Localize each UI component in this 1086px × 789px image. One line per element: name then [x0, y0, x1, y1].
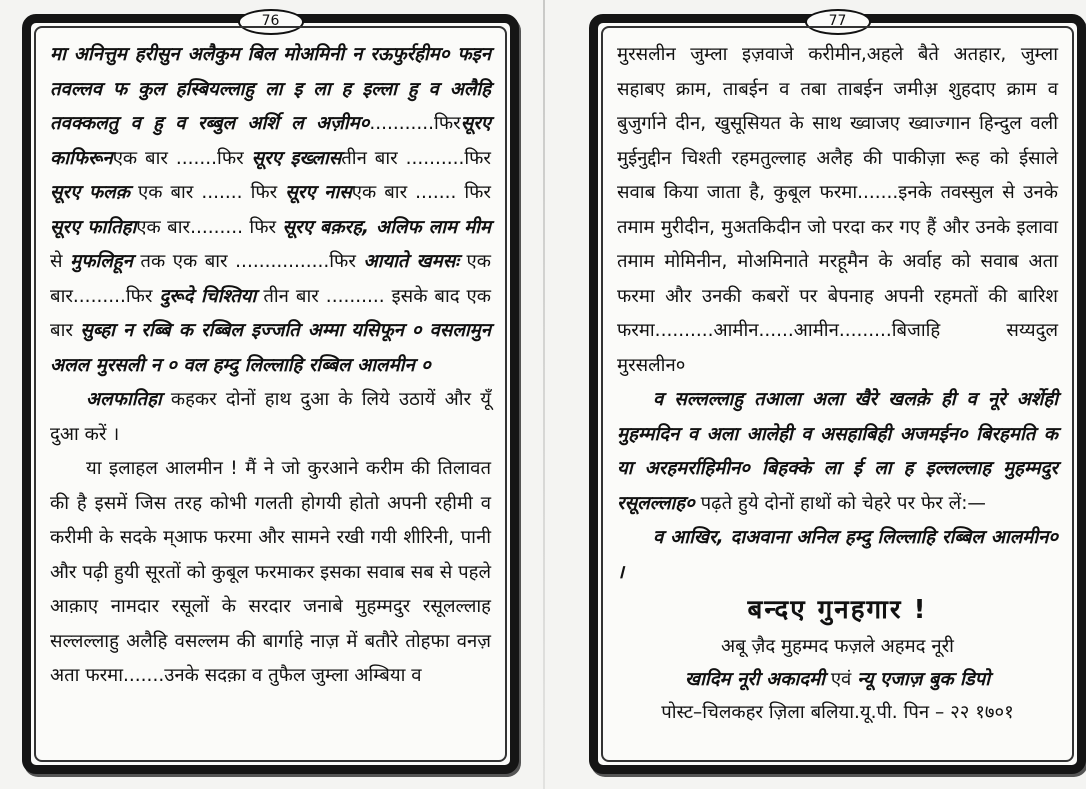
page-number-left: 76	[238, 9, 304, 35]
surah-name: आयाते खमसः	[363, 251, 459, 272]
surah-name: मुफलिहून	[70, 251, 133, 272]
right-paragraph-1: मुरसलीन जुम्ला इज़वाजे करीमीन,अहले बैते अतहार, जुम्ला सहाबए क्राम, ताबईन व तबा ताबईन जमीअ़ शुहदाए क्राम व बुजुर्गाने दीन, खुसूसियत के साथ ख्वाजए ख्वाज्गान हिन्दुल वली मुईनुद्दीन चिश्ती रहमतुल्लाह अलैह की पाकीज़ा रूह को ईसाले सवाब किया जाता है, कुबूल फरमा.......इनके तवस्सुल से उनके तमाम मुरीदीन, मुअतकिदीन जो परदा कर गए हैं और उनके इलावा तमाम मोमिनीन, मोअमिनाते मरहूमैन के अर्वाह को सवाब अता फरमा और उनकी कबरों पर बेपनाह अपनी रहमतों की बारिश फरमा..........आमीन......आमीन.........बिजाहि सय्यदुल मुरसलीन०	[617, 44, 1058, 376]
text-run: एक बार .......फिर	[112, 147, 244, 169]
surah-name: सूरए नास	[285, 182, 352, 203]
organization-line	[617, 663, 1058, 696]
text-run: तक एक बार ................फिर	[140, 251, 356, 272]
text-run: पढ़ते हुये दोनों हाथों को चेहरे पर फेर लें:—	[700, 492, 986, 514]
organization-name: खादिम नूरी अकादमी	[685, 669, 825, 690]
right-paragraph-3	[617, 521, 1058, 590]
verse-text: व आखिर, दाअवाना अनिल हम्दु लिल्लाहि रब्बिल आलमीन० ।	[617, 527, 1058, 583]
left-paragraph-1	[50, 38, 491, 383]
text-run: तीन बार .......... इसके बाद एक बार	[50, 285, 491, 341]
page-number-right: 77	[805, 9, 871, 35]
text-run: तीन बार ..........फिर	[341, 147, 492, 169]
text-run: से	[50, 251, 63, 272]
text-run: कहकर दोनों हाथ दुआ के लिये उठायें और यूँ दुआ करें ।	[50, 389, 491, 445]
postal-address: पोस्ट–चिलकहर ज़िला बलिया.यू.पी. पिन – २२ १७०१	[661, 702, 1014, 723]
book-gutter	[543, 0, 545, 789]
left-page	[22, 14, 519, 774]
signature-title: बन्दए गुनहगार !	[747, 595, 928, 625]
verse-text: मा अनित्तुम हरीसुन अलैकुम बिल मोअमिनी न रऊफुर्रहीम० फइन तवल्लव फ कुल हस्बियल्लाहु ला इ ला ह इल्ला हु व अलैहि तवक्कलतु व हु व रब्बुल अर्शि ल अज़ीम०	[50, 44, 491, 134]
surah-name: सूरए काफिरून	[50, 113, 491, 169]
surah-name: सूरए फातिहा	[50, 216, 137, 238]
left-page-body	[34, 26, 507, 762]
left-paragraph-2	[50, 383, 491, 452]
verse-text: सुब्हा न रब्बि क रब्बिल इज्जति अम्मा यसिफून ० वसलामुन अलल मुरसली न ० वल हम्दु लिल्लाहि रब्बिल आलमीन ०	[50, 320, 491, 376]
right-page	[589, 14, 1086, 774]
text-run: ...........फिर	[369, 113, 461, 134]
verse-text: व सल्लल्लाहु तआला अला खैरे खलक़े ही व नूरे अर्शेही मुहम्मदिन व अला आलेही व असहाबिही अजमईन० बिरहमति क या अरहमर्राहिमीन० बिहक्के ला ई ला ह इल्लल्लाह मुहम्मदुर रसूलल्लाह०	[617, 389, 1058, 514]
text-run: एक बार.........फिर	[50, 251, 491, 307]
right-paragraph-2	[617, 383, 1058, 521]
organization-name: न्यू एजाज़ बुक डिपो	[857, 669, 990, 690]
right-page-body	[601, 26, 1074, 762]
surah-name: सूरए इख्लास	[251, 147, 342, 169]
surah-name: सूरए फलक़	[50, 182, 130, 203]
surah-name: अलफातिहा	[86, 389, 162, 410]
text-run: एक बार ....... फिर	[137, 182, 278, 203]
author-name: अबू ज़ैद मुहम्मद फज़ले अहमद नूरी	[721, 636, 954, 657]
signature-block	[617, 590, 1058, 729]
text-run: एक बार ....... फिर	[351, 182, 492, 203]
surah-name: दुरूदे चिश्तिया	[159, 285, 257, 307]
text-run: एक बार......... फिर	[136, 216, 277, 238]
left-paragraph-3: या इलाहल आलमीन ! मैं ने जो कुरआने करीम की तिलावत की है इसमें जिस तरह कोभी गलती होगयी होतो अपनी रहीमी व करीमी के सदके म्आफ फरमा और सामने रखी गयी शीरिनी, पानी और पढ़ी हुयी सूरतों को कुबूल फरमाकर इसका सवाब सब से पहले आक़ाए नामदार रसूलों के सरदार जनाबे मुहम्मदुर रसूलल्लाह सल्लल्लाहु अलैहि वसल्लम की बार्गाहे नाज़ में बतौरे तोहफा वनज़ अता फरमा.......उनके सदक़ा व तुफैल जुम्ला अम्बिया व	[50, 458, 491, 686]
surah-name: सूरए बक़रह, अलिफ लाम मीम	[282, 216, 491, 238]
text-run: एवं	[830, 669, 852, 690]
